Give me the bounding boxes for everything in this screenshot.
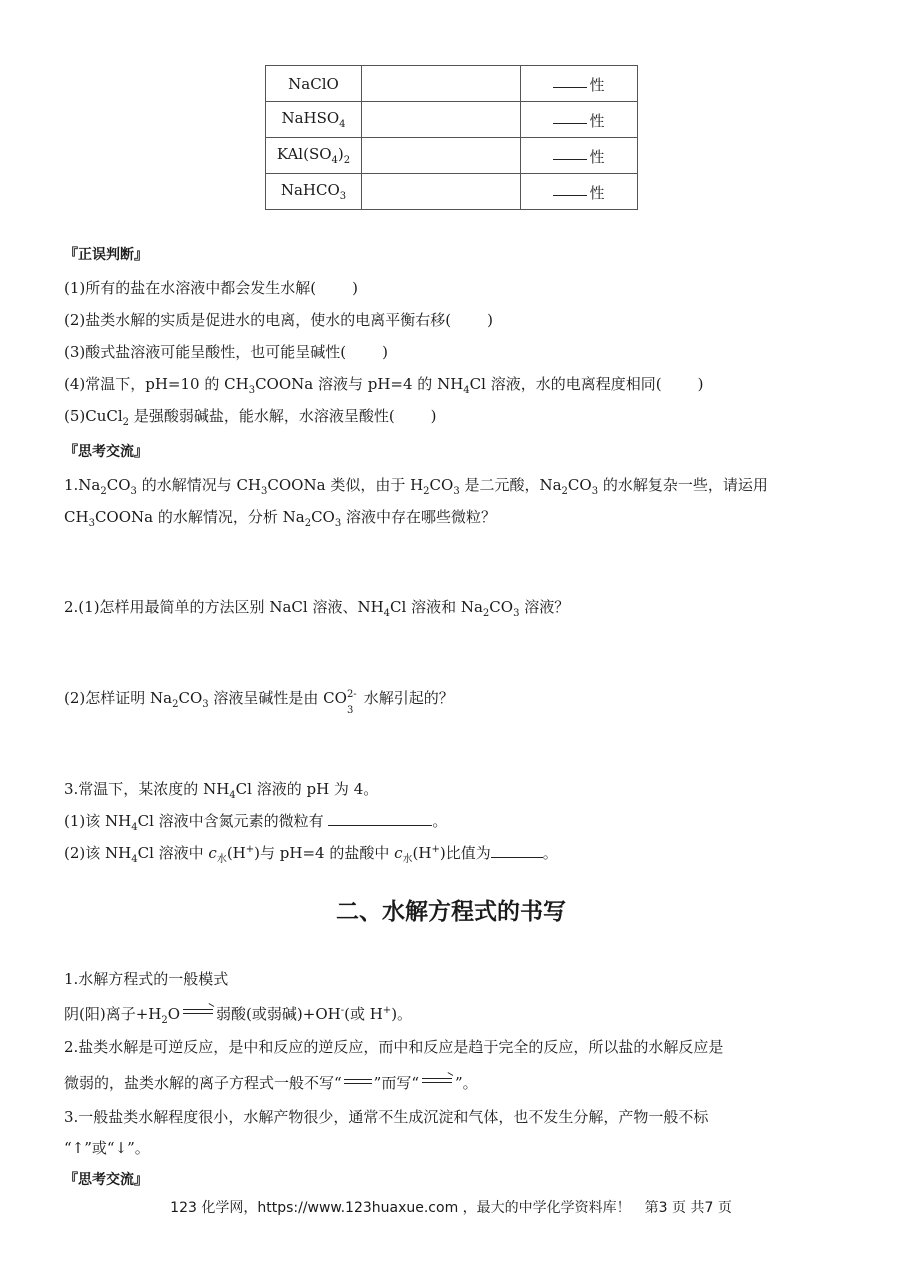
salt-cell: $KAl(SO_4)_2$: [266, 138, 362, 174]
section-title: 二、水解方程式的书写: [336, 899, 566, 925]
judge-item-2: (2)盐类水解的实质是促进水的电离，使水的电离平衡右移( ): [64, 311, 493, 329]
blank-cell: [362, 66, 521, 102]
answer-blank[interactable]: [491, 843, 543, 858]
salt-table: [265, 65, 638, 210]
answer-blank[interactable]: [553, 145, 587, 160]
property-suffix: 性: [589, 183, 605, 202]
salt-cell: NaHCO$_3$: [266, 174, 362, 210]
punctuation: 。: [542, 844, 558, 862]
question-3-1: (1)该 $NH_4Cl$ 溶液中含氮元素的微粒有 。: [64, 812, 448, 833]
blank-cell: [362, 174, 521, 210]
paragraph-3-line-1: 3.一般盐类水解程度很小，水解产物很少，通常不生成沉淀和气体，也不发生分解，产物一般不标: [64, 1108, 709, 1126]
question-1-line-1: $1.Na_2CO_3$ 的水解情况与 $CH_3COONa$ 类似，由于 $H_2CO_3$ 是二元酸，$Na_2CO_3$ 的水解复杂一些，请运用: [64, 476, 768, 497]
equal-sign-icon: [344, 1079, 372, 1085]
judge-item-1: (1)所有的盐在水溶液中都会发生水解( ): [64, 279, 358, 297]
judge-item-4: (4)常温下，pH=10 的 $CH_3COONa$ 溶液与 pH=4 的 $NH_4Cl$ 溶液，水的电离程度相同( ): [64, 375, 704, 396]
reversible-arrow-icon: [183, 1008, 213, 1016]
question-2-1: 2.(1)怎样用最简单的方法区别 NaCl 溶液、$NH_4Cl$ 溶液和 $Na_2CO_3$ 溶液？: [64, 598, 570, 619]
text: ”而写“: [373, 1074, 420, 1092]
property-suffix: 性: [589, 147, 605, 166]
table-row: [266, 66, 638, 102]
think-heading-2: 『思考交流』: [64, 1172, 148, 1188]
property-suffix: 性: [589, 111, 605, 130]
text: ”。: [455, 1074, 478, 1092]
think-heading: 『思考交流』: [64, 444, 148, 460]
hydrolysis-equation: 阴(阳)离子$+H_2O$ 弱酸(或弱碱)+OH-(或 H+)。: [64, 1005, 413, 1026]
table-row: [266, 102, 638, 138]
paragraph-2-line-1: 2.盐类水解是可逆反应，是中和反应的逆反应，而中和反应是趋于完全的反应，所以盐的水解反应是: [64, 1038, 724, 1056]
property-cell: [521, 174, 638, 210]
blank-cell: [362, 102, 521, 138]
punctuation: 。: [432, 812, 448, 830]
answer-blank[interactable]: [553, 181, 587, 196]
paragraph-3-line-2: “↑”或“↓”。: [64, 1139, 150, 1157]
question-3-2: (2)该 $NH_4Cl$ 溶液中 $c_水(H^+)$与 pH=4 的盐酸中 $c_水(H^+)$比值为 。: [64, 844, 558, 865]
salt-cell: NaClO: [266, 66, 362, 102]
judge-item-3: (3)酸式盐溶液可能呈酸性，也可能呈碱性( ): [64, 343, 388, 361]
property-cell: [521, 102, 638, 138]
table-row: [266, 174, 638, 210]
judge-heading: 『正误判断』: [64, 247, 148, 263]
property-cell: [521, 66, 638, 102]
judge-item-5: (5)CuCl$_2$ 是强酸弱碱盐，能水解，水溶液呈酸性( ): [64, 407, 437, 428]
question-1-line-2: $CH_3COONa$ 的水解情况，分析 $Na_2CO_3$ 溶液中存在哪些微粒？: [64, 508, 496, 529]
answer-blank[interactable]: [328, 811, 432, 826]
answer-blank[interactable]: [553, 109, 587, 124]
page-footer: 123 化学网，https://www.123huaxue.com ，最大的中学化学资料库！ 第3 页 共7 页: [170, 1200, 732, 1216]
text: 微弱的，盐类水解的离子方程式一般不写“: [64, 1074, 342, 1092]
question-2-2: (2)怎样证明 $Na_2CO_3$ 溶液呈碱性是由 CO 2- 3 水解引起的？: [64, 689, 454, 716]
property-cell: [521, 138, 638, 174]
paragraph-2-line-2: [64, 1072, 478, 1093]
table-row: [266, 138, 638, 174]
reversible-arrow-icon: [422, 1077, 452, 1085]
paragraph-1: 1.水解方程式的一般模式: [64, 970, 229, 988]
answer-blank[interactable]: [553, 73, 587, 88]
question-3: 3.常温下，某浓度的 $NH_4Cl$ 溶液的 pH 为 4。: [64, 780, 379, 801]
property-suffix: 性: [589, 75, 605, 94]
blank-cell: [362, 138, 521, 174]
salt-cell: NaHSO$_4$: [266, 102, 362, 138]
